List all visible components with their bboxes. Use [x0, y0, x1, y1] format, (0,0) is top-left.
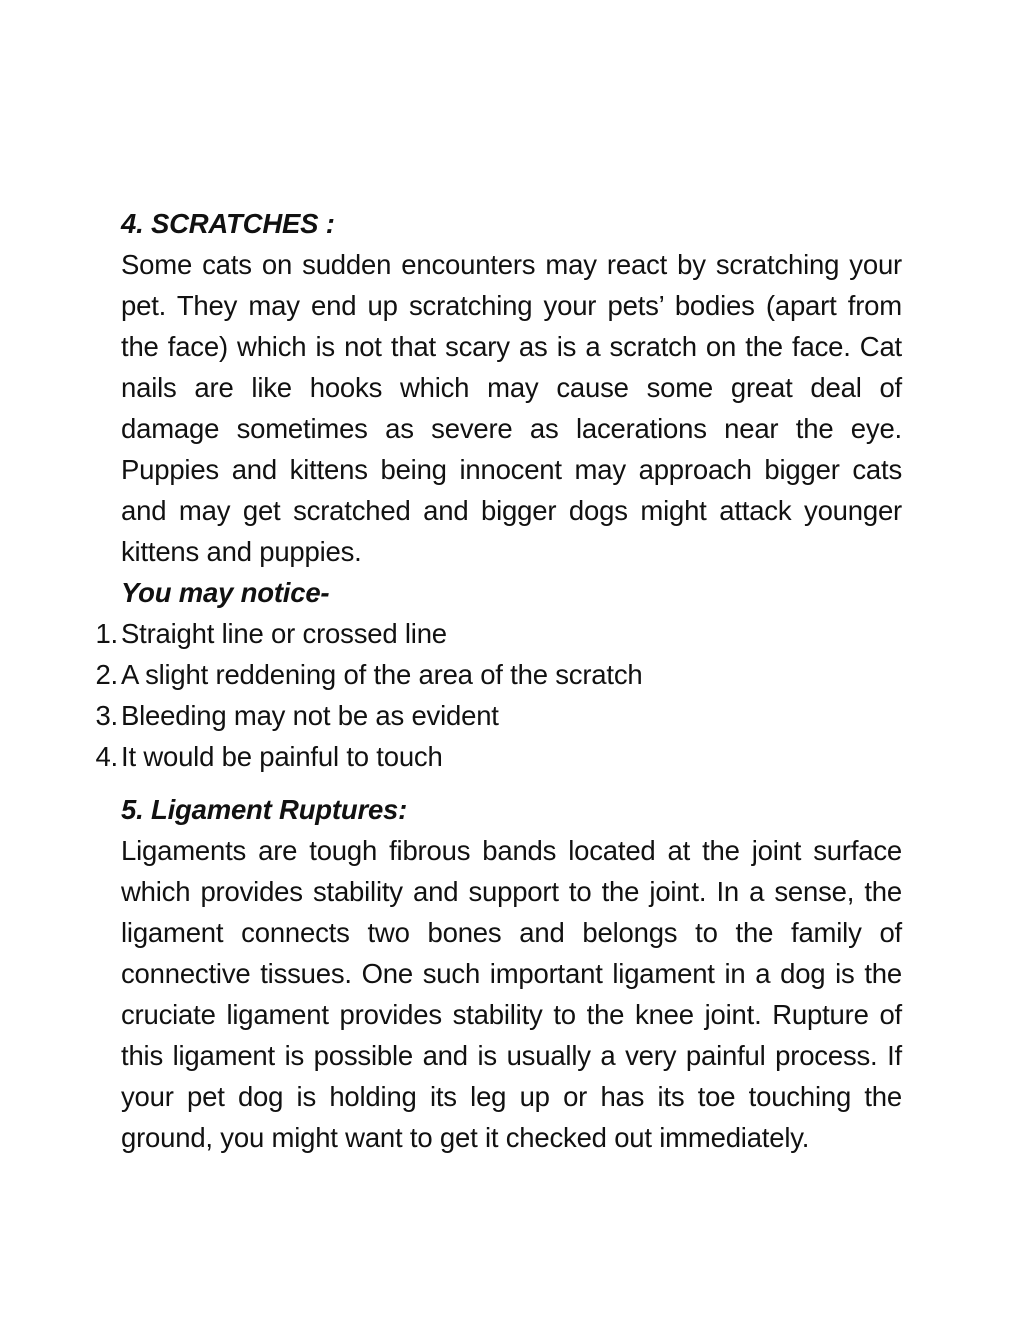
section-heading-ligament-ruptures: 5. Ligament Ruptures: — [121, 794, 408, 825]
page-content — [95, 203, 902, 1158]
list-item-text: Straight line or crossed line — [121, 618, 447, 649]
list-item — [95, 613, 902, 654]
list-item — [95, 654, 902, 695]
list-item-text: It would be painful to touch — [121, 741, 443, 772]
section-spacer — [121, 777, 902, 789]
section-heading-scratches: 4. SCRATCHES : — [121, 208, 335, 239]
symptom-list — [95, 613, 902, 777]
notice-subheading: You may notice- — [121, 577, 330, 608]
scratches-paragraph: Some cats on sudden encounters may react by scratching your pet. They may end up scratching your pets’ bodies (apart from the face) which is not that scary as is a scratch on the face. Cat nails are like hooks which may cause some great deal of damage sometimes as severe as lacerations near the eye. Puppies and kittens being innocent may approach bigger cats and may get scratched and bigger dogs might attack younger kittens and puppies. — [121, 249, 902, 567]
list-number: 1. — [95, 618, 118, 649]
list-item — [95, 695, 902, 736]
list-item-text: A slight reddening of the area of the scratch — [121, 659, 643, 690]
list-item — [95, 736, 902, 777]
list-item-text: Bleeding may not be as evident — [121, 700, 499, 731]
list-number: 4. — [95, 741, 118, 772]
list-number: 3. — [95, 700, 118, 731]
ligament-paragraph: Ligaments are tough fibrous bands located at the joint surface which provides stability and support to the joint. In a sense, the ligament connects two bones and belongs to the family of connective tissues. One such important ligament in a dog is the cruciate ligament provides stability to the knee joint. Rupture of this ligament is possible and is usually a very painful process. If your pet dog is holding its leg up or has its toe touching the ground, you might want to get it checked out immediately. — [121, 835, 902, 1153]
list-number: 2. — [95, 659, 118, 690]
